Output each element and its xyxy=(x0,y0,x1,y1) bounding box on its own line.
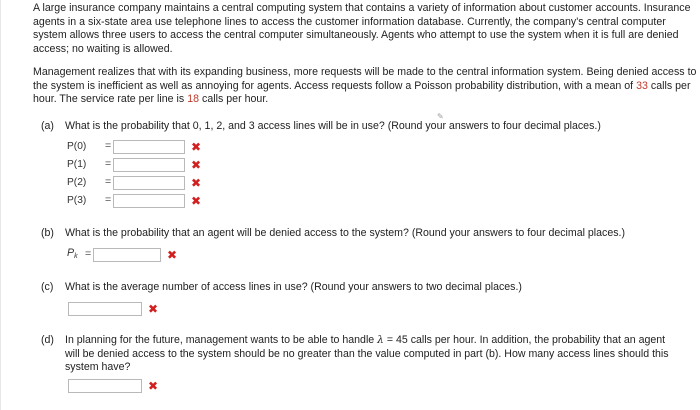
p0-label: P(0) xyxy=(67,140,87,152)
lambda-value: = 45 xyxy=(386,334,408,346)
pk-row xyxy=(67,246,177,263)
avg-lines-row xyxy=(68,300,158,317)
part-b-question xyxy=(41,227,625,241)
wrong-x-icon: ✖ xyxy=(167,247,178,262)
p3-input[interactable] xyxy=(113,194,185,208)
p3-row xyxy=(67,192,201,209)
part-b-label: (b) xyxy=(41,227,54,239)
part-c-question xyxy=(41,281,522,295)
p3-label: P(3) xyxy=(67,194,87,206)
access-lines-row xyxy=(68,377,158,394)
part-d-text-after: calls per hour. In addition, the probability that an agent will be denied access to the system should be no greater than the value computed in part (b). How many access lines should this system have? xyxy=(65,334,669,374)
pk-label xyxy=(67,247,85,262)
cursor-pointer-icon: ✎ xyxy=(437,112,444,121)
part-a-text: What is the probability that 0, 1, 2, and 3 access lines will be in use? (Round your answers to four decimal places.) xyxy=(65,120,601,132)
p2-row xyxy=(67,174,201,191)
pk-p: P xyxy=(67,247,75,260)
context-after: calls per hour. xyxy=(202,93,269,106)
p0-row xyxy=(67,138,201,155)
p2-input[interactable] xyxy=(113,176,185,190)
wrong-x-icon: ✖ xyxy=(148,301,159,316)
access-lines-input[interactable] xyxy=(68,379,142,393)
part-c-label: (c) xyxy=(41,281,54,293)
p1-equals: = xyxy=(105,157,112,170)
context-mid: calls per hour. The service rate per line is xyxy=(33,79,691,106)
part-d-question xyxy=(41,334,681,375)
wrong-x-icon: ✖ xyxy=(148,378,159,393)
context-before-rate: Management realizes that with its expanding business, more requests will be made to the central information system. Being denied access to the system is inefficient as well as annoying for agents. Access requests follow a Poisson probability distribution, with a mean of xyxy=(33,66,697,92)
problem-intro: A large insurance company maintains a central computing system that contains a variety of information about customer accounts. Insurance agents in a six-state area use telephone lines to access the customer information database. Currently, the company's central computer system allows three users to access the central computer simultaneously. Agents who attempt to use the system when it is full are denied access; no waiting is allowed. xyxy=(33,2,691,55)
p2-equals: = xyxy=(105,175,112,188)
part-c-text: What is the average number of access lines in use? (Round your answers to two decimal places.) xyxy=(65,281,522,293)
p2-label: P(2) xyxy=(67,176,87,188)
avg-lines-input[interactable] xyxy=(68,302,142,316)
wrong-x-icon: ✖ xyxy=(191,139,202,154)
part-d-label: (d) xyxy=(41,334,54,346)
problem-context xyxy=(33,66,697,107)
p3-equals: = xyxy=(105,193,112,206)
wrong-x-icon: ✖ xyxy=(191,175,202,190)
part-d-body xyxy=(65,334,673,375)
part-a-question xyxy=(41,120,601,134)
part-d-text-before: In planning for the future, management wants to be able to handle xyxy=(65,334,375,346)
p1-input[interactable] xyxy=(113,158,185,172)
p1-label: P(1) xyxy=(67,158,87,170)
service-rate-value: 18 xyxy=(187,93,200,106)
wrong-x-icon: ✖ xyxy=(191,193,202,208)
part-a-label: (a) xyxy=(41,120,54,132)
wrong-x-icon: ✖ xyxy=(191,157,202,172)
p0-input[interactable] xyxy=(113,140,185,154)
pk-input[interactable] xyxy=(93,248,161,262)
lambda-symbol: λ xyxy=(377,334,384,346)
p1-row xyxy=(67,156,201,173)
pk-equals: = xyxy=(85,247,92,260)
p0-equals: = xyxy=(105,139,112,152)
pk-subscript: k xyxy=(74,253,78,261)
part-b-text: What is the probability that an agent will be denied access to the system? (Round your answers to four decimal places.) xyxy=(65,227,625,239)
arrival-rate-value: 33 xyxy=(636,79,648,92)
